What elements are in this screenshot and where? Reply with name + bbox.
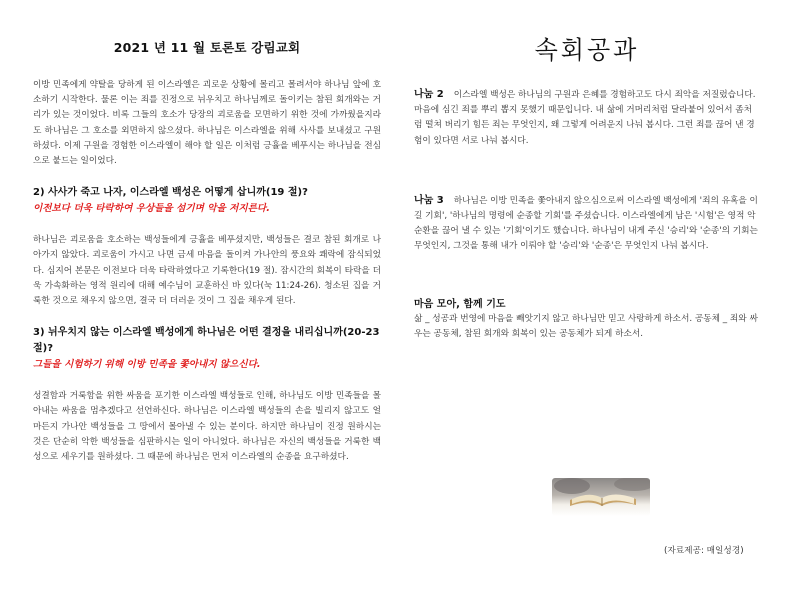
share-3 bbox=[414, 193, 760, 255]
open-book-image bbox=[552, 478, 650, 516]
paragraph-2: 하나님은 괴로움을 호소하는 백성들에게 긍휼을 베푸셨지만, 백성들은 결코 참된 회개로 나아가지 않았다. 괴로움이 가시고 나면 금세 마음을 돌이켜 가나안의 풍요와 쾌락에 잠식되었다. 심지어 본문은 이전보다 더욱 타락하였다고 기록한다(19 절). 잠시간의 회복이 타락을 더욱 가속화하는 영적 원리에 대해 예수님이 교훈하신 바 있다(눅 11:24-26). 청소된 집을 거룩한 것으로 채우지 않으면, 결국 더 더러운 것이 그 집을 채우게 된다. bbox=[33, 235, 381, 307]
share-3-text: 하나님은 이방 민족을 쫓아내지 않으심으로써 이스라엘 백성에게 '죄의 유혹을 이길 기회', '하나님의 명령에 순종할 기회'를 주셨습니다. 이스라엘에게 남은 '시험'은 영적 악순환을 끊어 낼 수 있는 '기회'이기도 했습니다. 하나님이 내게 주신 '승리'와 '순종'의 기회는 무엇인지, 그것을 통해 내가 이뤄야 할 '승리'와 '순종'은 무엇인지 나눠 봅시다. bbox=[414, 195, 758, 252]
share-2-label: 나눔 2 bbox=[414, 89, 444, 100]
prayer-title: 마음 모아, 함께 기도 bbox=[414, 298, 506, 310]
share-2 bbox=[414, 87, 760, 149]
question-3: 3) 뉘우치지 않는 이스라엘 백성에게 하나님은 어떤 결정을 내리십니까(20-23 절)? bbox=[33, 327, 380, 355]
question-2: 2) 사사가 죽고 나자, 이스라엘 백성은 어떻게 삽니까(19 절)? bbox=[33, 187, 308, 199]
intro-paragraph: 이방 민족에게 약탈을 당하게 된 이스라엘은 괴로운 상황에 몰리고 몰려서야 하나님 앞에 호소하기 시작한다. 물론 이는 죄를 진정으로 뉘우치고 하나님께로 돌이키는 참된 회개와는 거리가 있는 것이었다. 비록 그들의 호소가 당장의 괴로움을 모면하기 위한 것에 가까웠을지라도 하나님은 그 호소를 외면하지 않으셨다. 하나님은 이스라엘을 위해 사사를 보내셨고 구원하셨다. 이제 구원을 경험한 이스라엘이 해야 할 일은 이처럼 긍휼을 베푸시는 하나님을 전심으로 붙드는 일이었다. bbox=[33, 80, 381, 167]
lesson-title: 속회공과 bbox=[534, 35, 640, 65]
share-3-label: 나눔 3 bbox=[414, 194, 444, 206]
answer-2: 이전보다 더욱 타락하여 우상들을 섬기며 악을 저지른다. bbox=[33, 203, 270, 215]
left-column bbox=[33, 36, 381, 465]
right-column bbox=[414, 36, 760, 342]
answer-3: 그들을 시험하기 위해 이방 민족을 쫓아내지 않으신다. bbox=[33, 359, 261, 371]
prayer-text: 삶 _ 성공과 번영에 마음을 빼앗기지 않고 하나님만 믿고 사랑하게 하소서. 공동체 _ 죄와 싸우는 공동체, 참된 회개와 회복이 있는 공동체가 되게 하소서. bbox=[414, 313, 758, 339]
church-header: 2021 년 11 월 토론토 강림교회 bbox=[113, 40, 301, 55]
source-credit: (자료제공: 매일성경) bbox=[664, 546, 744, 556]
open-book-icon bbox=[552, 478, 650, 516]
paragraph-3: 성결함과 거룩함을 위한 싸움을 포기한 이스라엘 백성들로 인해, 하나님도 이방 민족들을 몰아내는 싸움을 멈추겠다고 선언하신다. 하나님은 이스라엘 백성들의 손을 빌리지 않고도 얼마든지 가나안 백성들을 그 땅에서 몰아낼 수 있는 분이다. 하지만 하나님이 진정 원하시는 것은 단순히 악한 백성들을 심판하시는 일이 아니었다. 하나님은 자신의 백성들을 거룩한 백성으로 세우기를 원하셨다. 그 때문에 하나님은 먼저 이스라엘의 순종을 요구하셨다. bbox=[33, 391, 381, 463]
share-2-text: 이스라엘 백성은 하나님의 구원과 은혜를 경험하고도 다시 죄악을 저질렀습니다. 마음에 심긴 죄를 뿌리 뽑지 못했기 때문입니다. 내 삶에 거머리처럼 달라붙어 있어서 좀처럼 떨쳐 버리기 힘든 죄는 무엇인지, 왜 그렇게 어려운지 나눠 봅시다. 그런 죄를 끊어 낸 경험이 있다면 서로 나눠 봅시다. bbox=[414, 90, 756, 146]
